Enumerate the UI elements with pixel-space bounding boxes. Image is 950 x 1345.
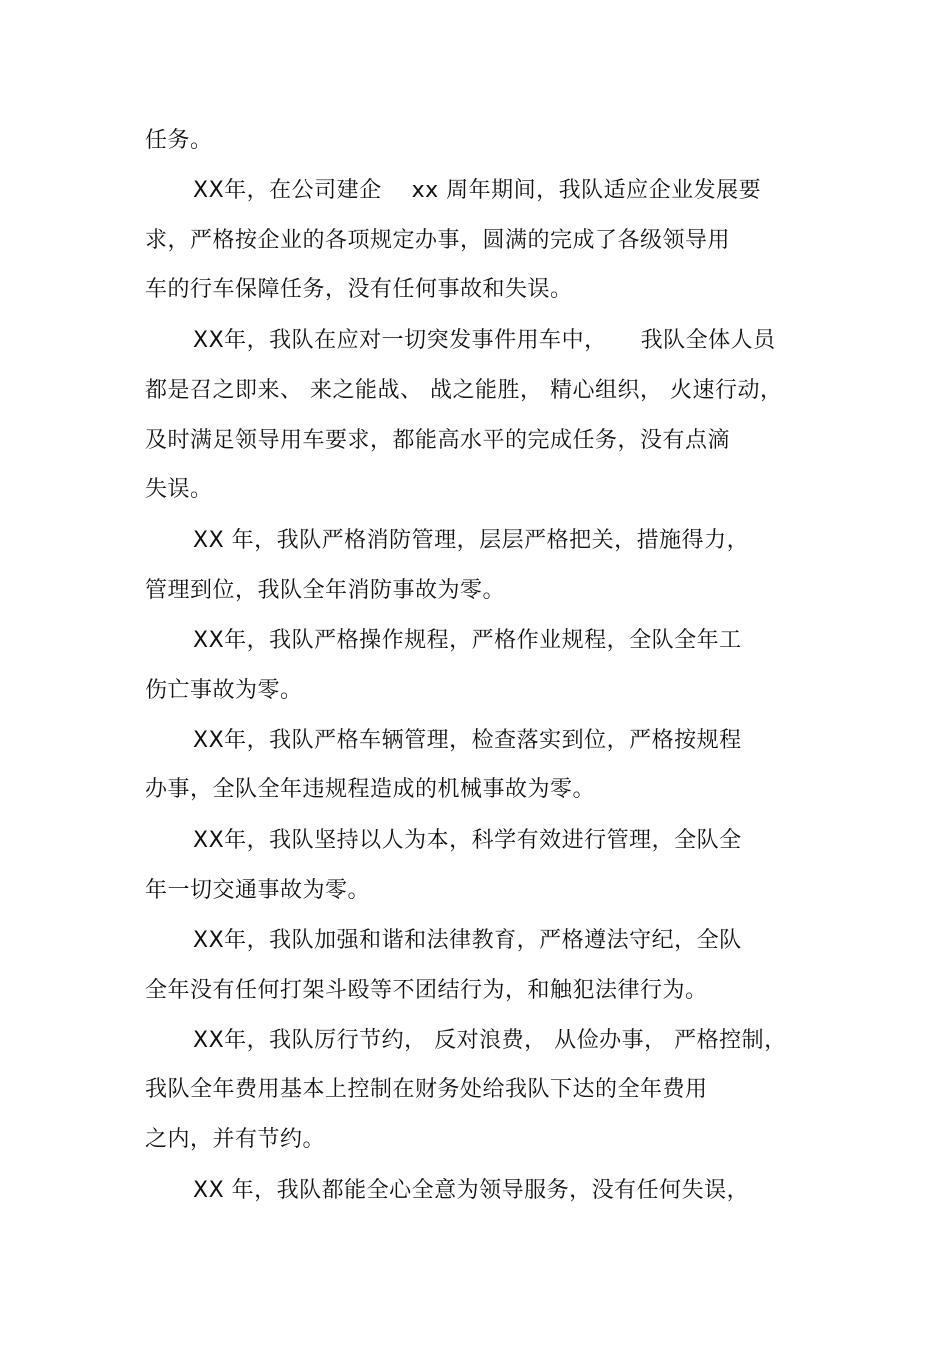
text-line: 办事，全队全年违规程造成的机械事故为零。 <box>145 777 596 802</box>
text-line: 伤亡事故为零。 <box>145 678 303 703</box>
text-line: 管理到位，我队全年消防事故为零。 <box>145 578 506 603</box>
text-line: XX 年，我队都能全心全意为领导服务，没有任何失误， <box>193 1178 750 1203</box>
text-line: 我队全年费用基本上控制在财务处给我队下达的全年费用 <box>145 1077 708 1102</box>
text-line: XX年，我队厉行节约， 反对浪费， 从俭办事， 严格控制， <box>193 1028 787 1053</box>
text-line: XX年，我队坚持以人为本，科学有效进行管理，全队全 <box>193 828 742 853</box>
text-line: 车的行车保障任务，没有任何事故和失误。 <box>145 277 573 302</box>
text-line: 都是召之即来、 来之能战、 战之能胜， 精心组织， 火速行动， <box>145 378 783 403</box>
text-line: 及时满足领导用车要求，都能高水平的完成任务，没有点滴 <box>145 428 731 453</box>
text-line: XX年，我队加强和谐和法律教育，严格遵法守纪，全队 <box>193 928 742 953</box>
text-line: XX年，我队严格操作规程，严格作业规程，全队全年工 <box>193 628 742 653</box>
text-line: XX年，在公司建企 xx 周年期间，我队适应企业发展要 <box>193 178 762 203</box>
text-line: 任务。 <box>145 128 213 153</box>
text-line: XX年，我队严格车辆管理，检查落实到位，严格按规程 <box>193 728 742 753</box>
text-line: 失误。 <box>145 477 213 502</box>
text-line: 求，严格按企业的各项规定办事，圆满的完成了各级领导用 <box>145 228 731 253</box>
text-line: 全年没有任何打架斗殴等不团结行为，和触犯法律行为。 <box>145 978 708 1003</box>
text-line: 年一切交通事故为零。 <box>145 878 371 903</box>
text-line: XX 年，我队严格消防管理，层层严格把关，措施得力， <box>193 528 750 553</box>
text-line: XX年，我队在应对一切突发事件用车中， 我队全体人员 <box>193 328 776 353</box>
text-line: 之内，并有节约。 <box>145 1127 326 1152</box>
